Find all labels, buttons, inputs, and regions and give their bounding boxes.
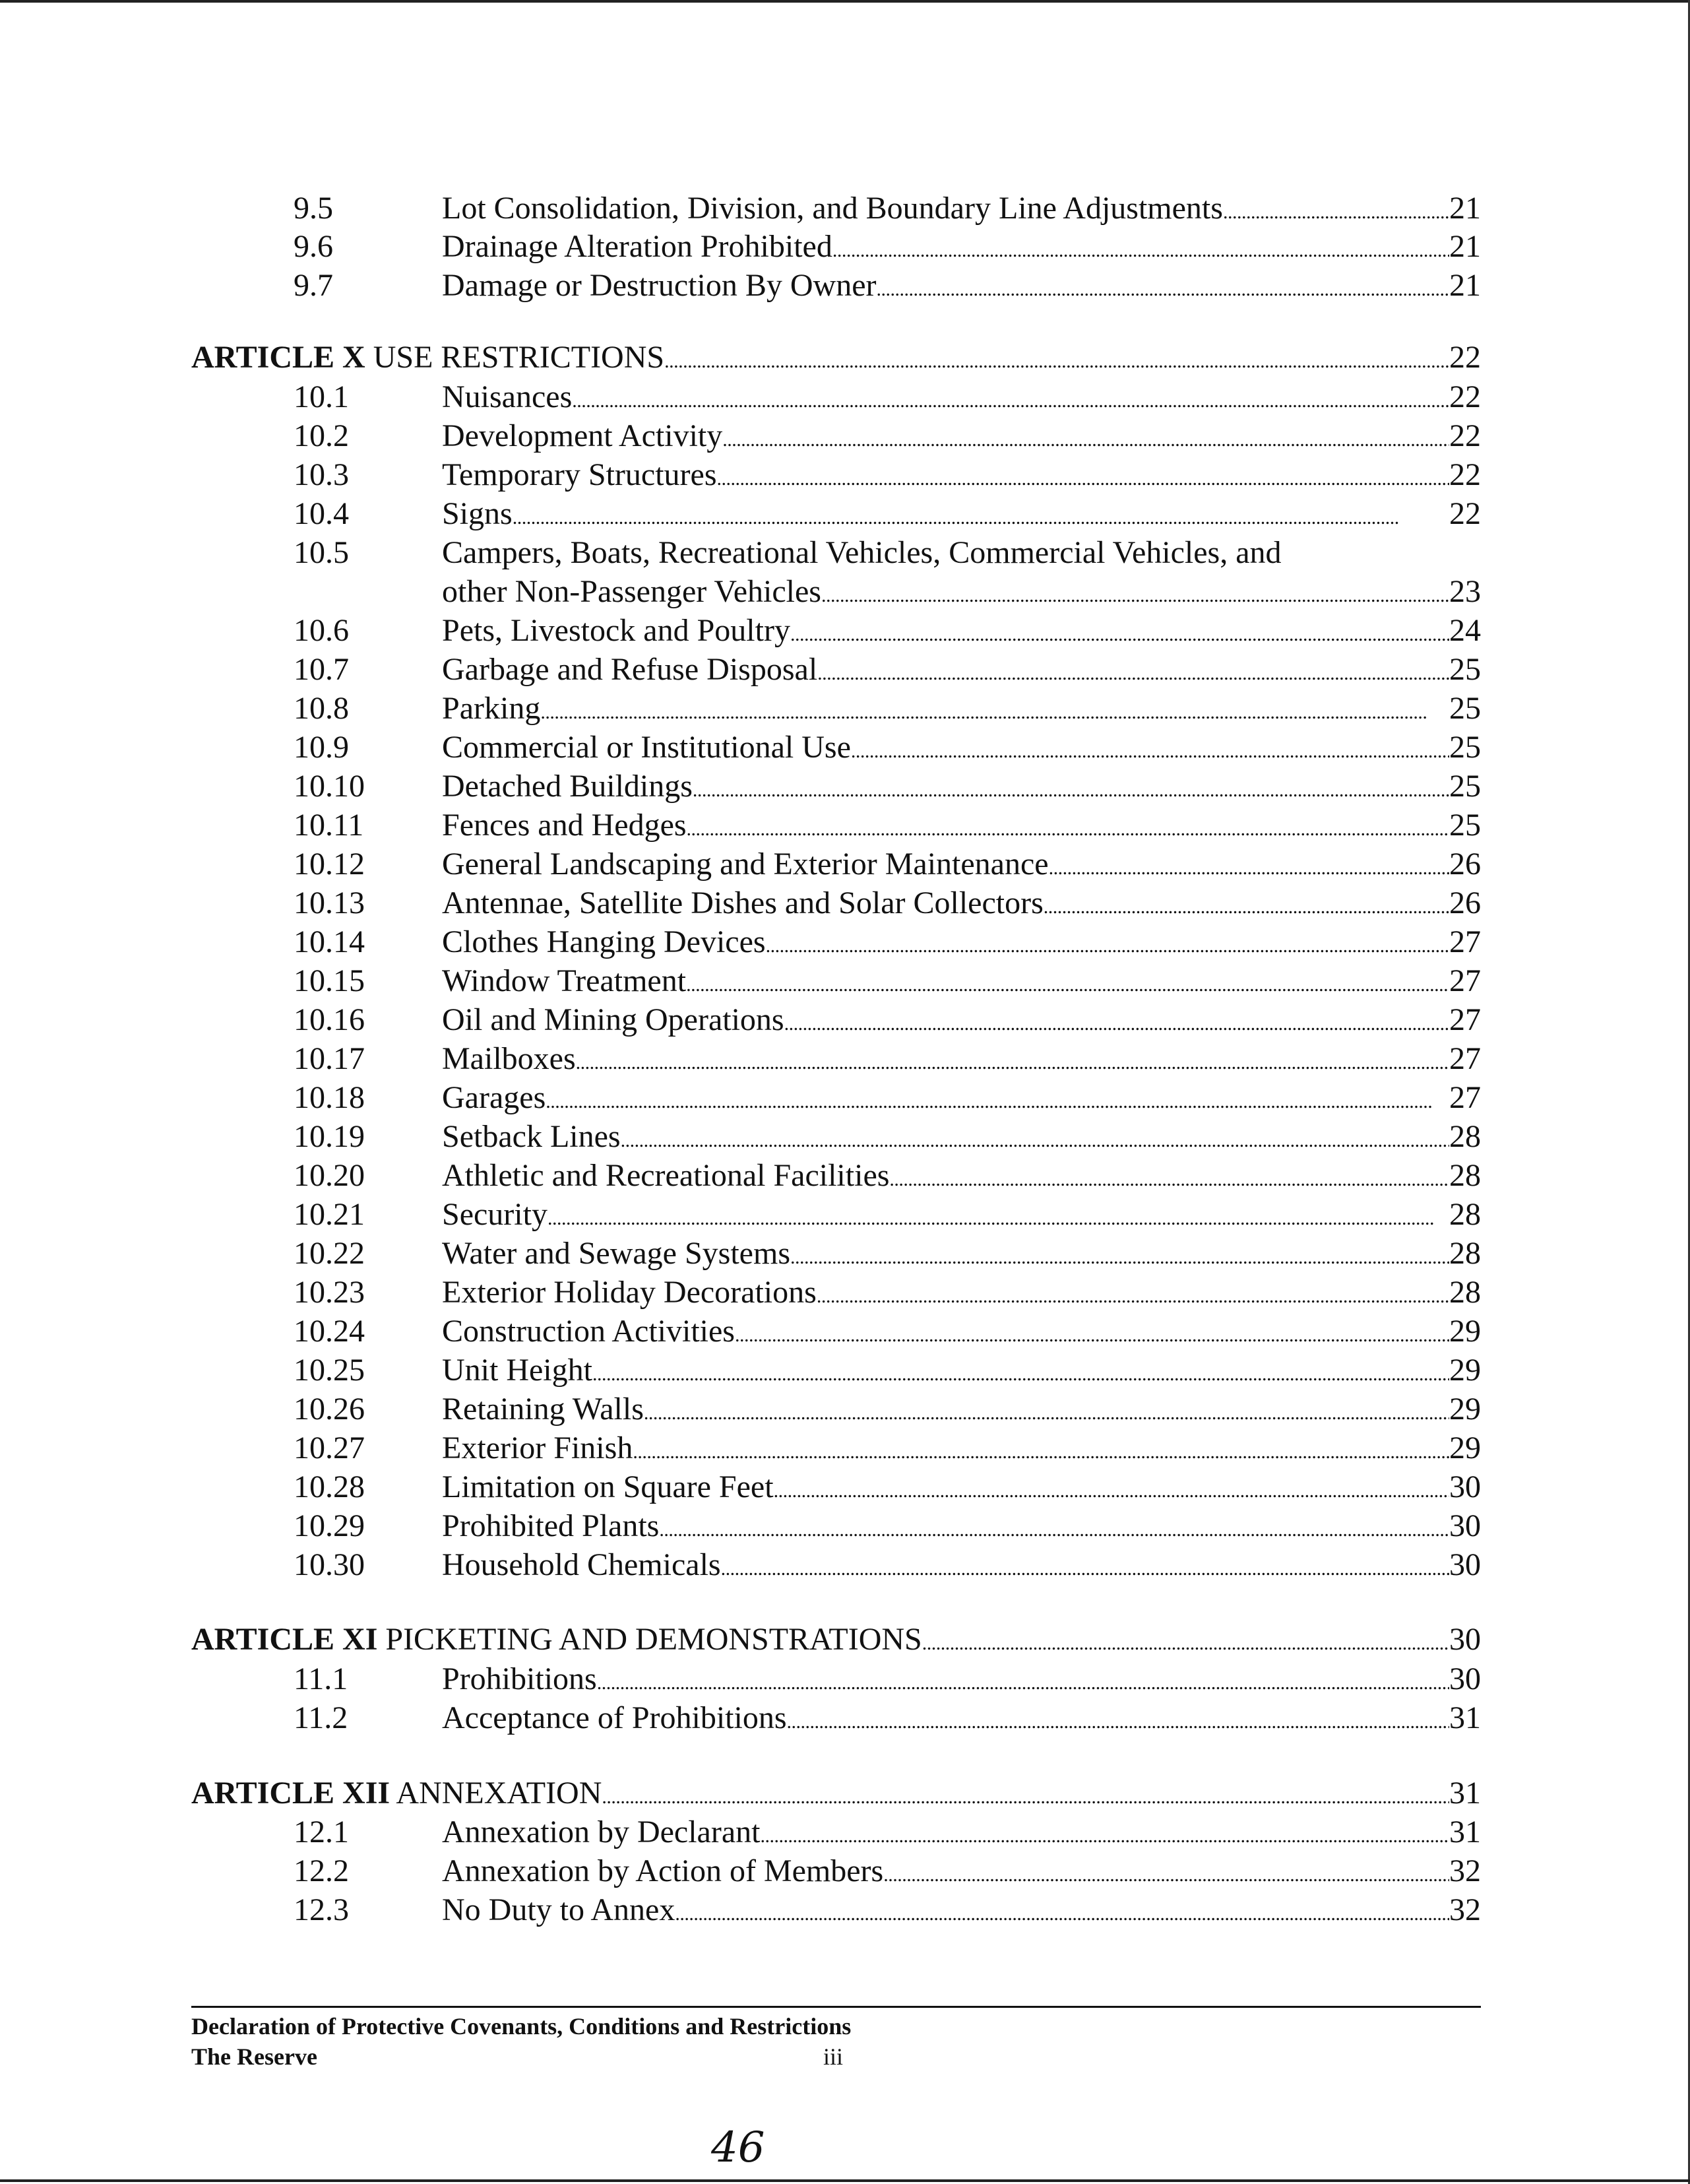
section-number: 10.20 [294,1158,365,1193]
page-number: 30 [1449,1622,1481,1657]
section-title: Clothes Hanging Devices [442,924,766,959]
section-title: Damage or Destruction By Owner [442,268,877,303]
page-number: 21 [1449,268,1481,303]
section-number: 10.21 [294,1197,365,1232]
section-number: 10.24 [294,1314,365,1349]
dot-leader [883,1851,1449,1895]
dot-leader [602,1774,1449,1817]
dot-leader [817,1273,1449,1316]
page-number: 30 [1449,1508,1481,1543]
page-number: 29 [1449,1392,1481,1427]
section-number: 10.13 [294,885,365,920]
page-number: 22 [1449,457,1481,492]
section-title: Garages [442,1080,546,1115]
section-number: 10.22 [294,1236,365,1271]
section-title: Commercial or Institutional Use [442,730,851,765]
dot-leader [766,922,1449,966]
dot-leader [1049,845,1449,888]
page-number: 31 [1449,1776,1481,1811]
section-number: 10.27 [294,1430,365,1465]
dot-leader [597,1659,1449,1703]
section-title: Drainage Alteration Prohibited [442,229,832,264]
section-title: Water and Sewage Systems [442,1236,790,1271]
section-number: 11.1 [294,1661,348,1696]
page-number: 27 [1449,1041,1481,1076]
page-number: 21 [1449,229,1481,264]
dot-leader [513,494,1449,538]
section-number: 10.5 [294,535,349,570]
section-number: 10.19 [294,1119,365,1154]
dot-leader [832,227,1449,271]
section-number: 10.23 [294,1275,365,1310]
section-number: 12.3 [294,1892,349,1927]
section-title: Unit Height [442,1353,592,1388]
page-number: 25 [1449,808,1481,843]
section-title: Temporary Structures [442,457,717,492]
article-label: ARTICLE XII [191,1776,391,1811]
page-number: 25 [1449,652,1481,687]
section-title: Construction Activities [442,1314,735,1349]
section-title: Exterior Finish [442,1430,633,1465]
page-number: 32 [1449,1853,1481,1888]
section-title: Lot Consolidation, Division, and Boundary Line Adjustments [442,191,1223,226]
dot-leader [633,1429,1449,1472]
section-number: 10.8 [294,691,349,726]
dot-leader [644,1390,1449,1433]
dot-leader [686,961,1449,1005]
section-title: Pets, Livestock and Poultry [442,613,790,648]
dot-leader [817,650,1449,693]
page-number: 27 [1449,1080,1481,1115]
page-number: 23 [1449,574,1481,609]
section-title: Detached Buildings [442,769,693,804]
section-title: Security [442,1197,548,1232]
section-title: Parking [442,691,541,726]
section-number: 10.26 [294,1392,365,1427]
section-number: 9.5 [294,191,333,226]
section-title: Exterior Holiday Decorations [442,1275,817,1310]
section-number: 10.1 [294,379,349,414]
dot-leader [717,455,1449,499]
section-title: Setback Lines [442,1119,621,1154]
page-number: 24 [1449,613,1481,648]
section-number: 10.12 [294,847,365,882]
article-label: ARTICLE XI [191,1622,378,1657]
dot-leader [546,1078,1449,1122]
section-title: Mailboxes [442,1041,576,1076]
section-number: 10.14 [294,924,365,959]
dot-leader [851,728,1449,771]
section-title: Garbage and Refuse Disposal [442,652,818,687]
section-title: Annexation by Declarant [442,1815,761,1849]
page-number: 28 [1449,1275,1481,1310]
dot-leader [659,1506,1449,1550]
article-label: ARTICLE X [191,340,365,375]
page-number: 31 [1449,1700,1481,1735]
section-number: 9.7 [294,268,333,303]
page-number: 30 [1449,1469,1481,1504]
page-number: 28 [1449,1119,1481,1154]
dot-leader [693,767,1449,810]
section-title: Oil and Mining Operations [442,1002,784,1037]
section-number: 10.9 [294,730,349,765]
section-title: Antennae, Satellite Dishes and Solar Collectors [442,885,1044,920]
footer-rule [191,2006,1481,2008]
dot-leader [540,689,1449,732]
page-number: 31 [1449,1815,1481,1849]
dot-leader [621,1117,1449,1161]
page-number: 27 [1449,963,1481,998]
section-number: 10.29 [294,1508,365,1543]
dot-leader [790,1234,1449,1277]
dot-leader [821,572,1449,616]
article-title: ANNEXATION [396,1776,602,1811]
section-title: Prohibited Plants [442,1508,660,1543]
dot-leader [1044,883,1449,927]
section-number: 9.6 [294,229,333,264]
section-number: 10.25 [294,1353,365,1388]
dot-leader [922,1620,1449,1663]
dot-leader [572,377,1449,421]
handwritten-page-number: 46 [711,2123,765,2172]
article-title: USE RESTRICTIONS [373,340,665,375]
section-number: 10.30 [294,1547,365,1582]
page-number: 32 [1449,1892,1481,1927]
dot-leader [1223,189,1449,232]
page-number: 25 [1449,730,1481,765]
page-number: 29 [1449,1314,1481,1349]
section-title-line-1: Campers, Boats, Recreational Vehicles, Commercial Vehicles, and [442,535,1282,570]
footer-document-title: Declaration of Protective Covenants, Conditions and Restrictions [191,2013,852,2039]
page-number: 22 [1449,418,1481,453]
page-number: 25 [1449,691,1481,726]
section-title: Retaining Walls [442,1392,644,1427]
dot-leader [664,338,1449,381]
dot-leader [735,1312,1449,1355]
dot-leader [760,1813,1449,1856]
dot-leader [687,806,1449,849]
page-number: 29 [1449,1430,1481,1465]
page-number: 30 [1449,1547,1481,1582]
section-title: Limitation on Square Feet [442,1469,774,1504]
section-number: 10.6 [294,613,349,648]
page-number: 27 [1449,924,1481,959]
section-title: Annexation by Action of Members [442,1853,884,1888]
section-title: Prohibitions [442,1661,597,1696]
page-number: 27 [1449,1002,1481,1037]
dot-leader [784,1000,1449,1044]
section-number: 10.7 [294,652,349,687]
section-number: 10.18 [294,1080,365,1115]
dot-leader [592,1351,1449,1394]
section-title: Acceptance of Prohibitions [442,1700,787,1735]
section-number: 11.2 [294,1700,348,1735]
page-number: 28 [1449,1158,1481,1193]
footer-page-number: iii [823,2043,844,2070]
section-title: Signs [442,496,513,531]
section-number: 10.15 [294,963,365,998]
section-number: 12.1 [294,1815,349,1849]
page-number: 26 [1449,885,1481,920]
section-number: 10.16 [294,1002,365,1037]
page-number: 26 [1449,847,1481,882]
dot-leader [675,1890,1449,1934]
section-number: 10.3 [294,457,349,492]
section-number: 10.4 [294,496,349,531]
footer-project-name: The Reserve [191,2043,317,2070]
dot-leader [790,611,1449,655]
dot-leader [774,1467,1449,1511]
section-title-line-2: other Non-Passenger Vehicles [442,574,821,609]
dot-leader [721,1545,1449,1589]
dot-leader [548,1195,1449,1238]
page-number: 21 [1449,191,1481,226]
section-title: Nuisances [442,379,573,414]
dot-leader [787,1698,1449,1742]
section-number: 10.11 [294,808,364,843]
dot-leader [876,266,1449,309]
page-number: 25 [1449,769,1481,804]
page-number: 30 [1449,1661,1481,1696]
page-number: 28 [1449,1236,1481,1271]
section-number: 10.10 [294,769,365,804]
page-number: 29 [1449,1353,1481,1388]
section-number: 10.2 [294,418,349,453]
section-title: No Duty to Annex [442,1892,675,1927]
section-title: Athletic and Recreational Facilities [442,1158,890,1193]
page-number: 22 [1449,340,1481,375]
section-number: 10.17 [294,1041,365,1076]
section-title: Fences and Hedges [442,808,687,843]
dot-leader [889,1156,1449,1200]
section-title: Development Activity [442,418,723,453]
page-number: 28 [1449,1197,1481,1232]
section-title: Household Chemicals [442,1547,721,1582]
section-number: 12.2 [294,1853,349,1888]
section-title: Window Treatment [442,963,687,998]
article-title: PICKETING AND DEMONSTRATIONS [385,1622,922,1657]
dot-leader [576,1039,1449,1083]
page-number: 22 [1449,379,1481,414]
section-number: 10.28 [294,1469,365,1504]
dot-leader [722,416,1449,460]
section-title: General Landscaping and Exterior Maintenance [442,847,1049,882]
page-number: 22 [1449,496,1481,531]
